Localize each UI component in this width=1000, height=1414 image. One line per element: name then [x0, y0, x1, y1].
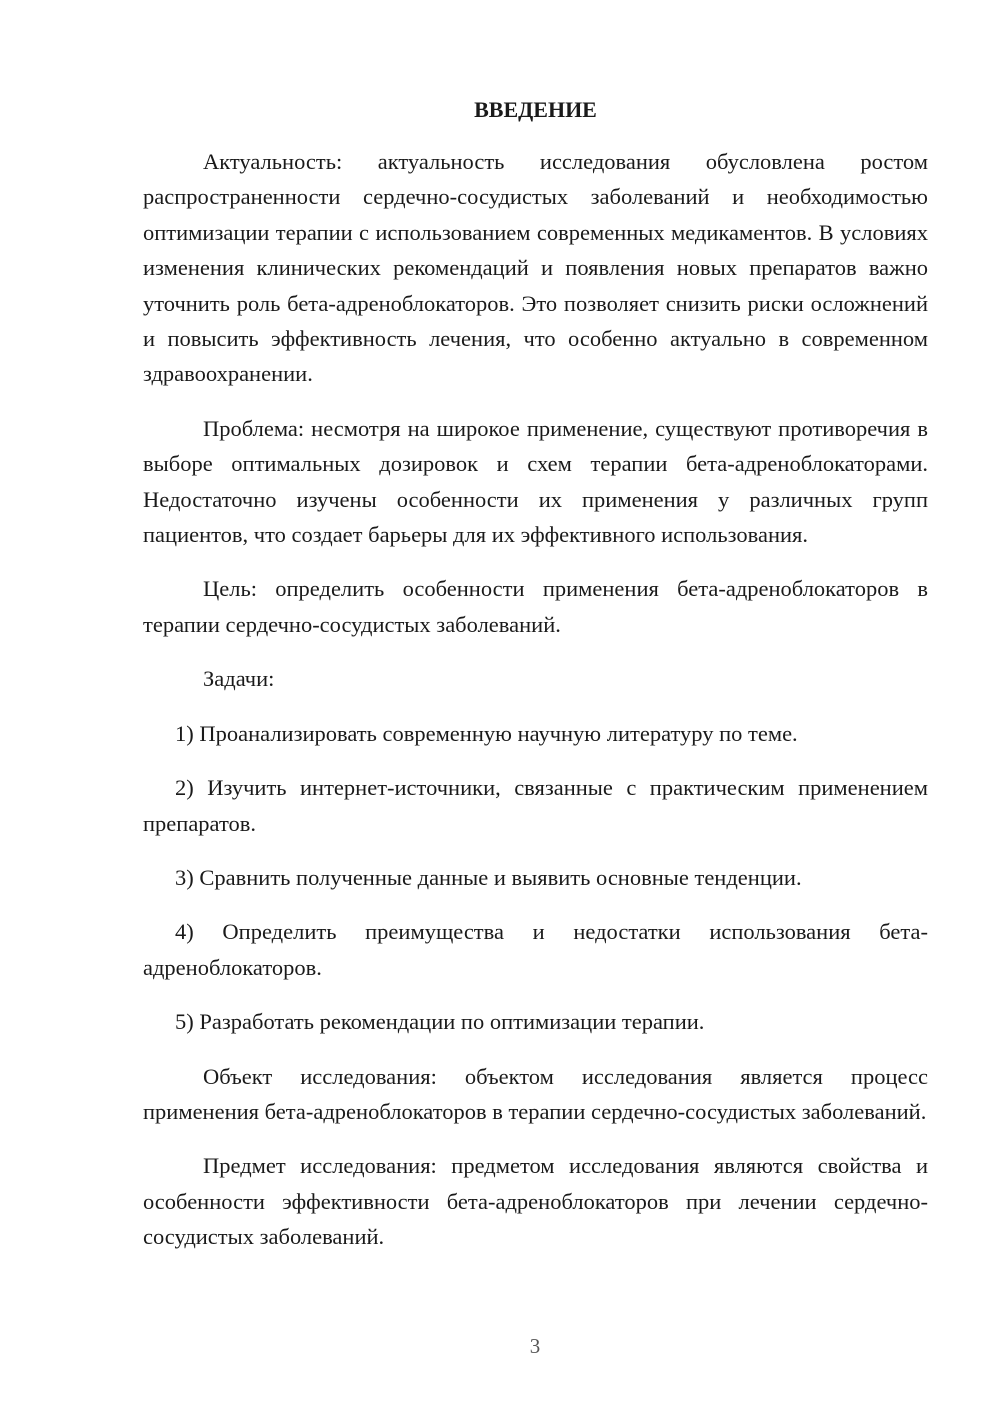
task-item-5: 5) Разработать рекомендации по оптимизации терапии.	[175, 1009, 705, 1035]
object-paragraph: Объект исследования: объектом исследования является процесс применения бета-адреноблокаторов в терапии сердечно-сосудистых заболеваний.	[143, 1063, 928, 1124]
tasks-title: Задачи:	[203, 666, 275, 692]
task-item-3: 3) Сравнить полученные данные и выявить основные тенденции.	[175, 864, 802, 890]
subject-paragraph: Предмет исследования: предметом исследования являются свойства и особенности эффективности бета-адреноблокаторов при лечении сердечно-сосудистых заболеваний.	[143, 1153, 928, 1250]
problem-paragraph: Проблема: несмотря на широкое применение, существуют противоречия в выборе оптимальных дозировок и схем терапии бета-адреноблокаторами. Недостаточно изучены особенности их применения у различных групп пациентов, что создает барьеры для их эффективного использования.	[143, 415, 928, 548]
page-number: 3	[529, 1334, 541, 1358]
task-item-4: 4) Определить преимущества и недостатки использования бета-адреноблокаторов.	[143, 919, 928, 980]
task-item-1: 1) Проанализировать современную научную литературу по теме.	[175, 720, 798, 746]
task-item-2: 2) Изучить интернет-источники, связанные с практическим применением препаратов.	[143, 775, 928, 836]
goal-paragraph: Цель: определить особенности применения бета-адреноблокаторов в терапии сердечно-сосудистых заболеваний.	[143, 576, 928, 637]
document-page	[143, 92, 928, 1274]
section-heading: ВВЕДЕНИЕ	[474, 97, 597, 122]
relevance-paragraph: Актуальность: актуальность исследования обусловлена ростом распространенности сердечно-сосудистых заболеваний и необходимостью оптимизации терапии с использованием современных медикаментов. В условиях изменения клинических рекомендаций и появления новых препаратов важно уточнить роль бета-адреноблокаторов. Это позволяет снизить риски осложнений и повысить эффективность лечения, что особенно актуально в современном здравоохранении.	[143, 149, 928, 387]
